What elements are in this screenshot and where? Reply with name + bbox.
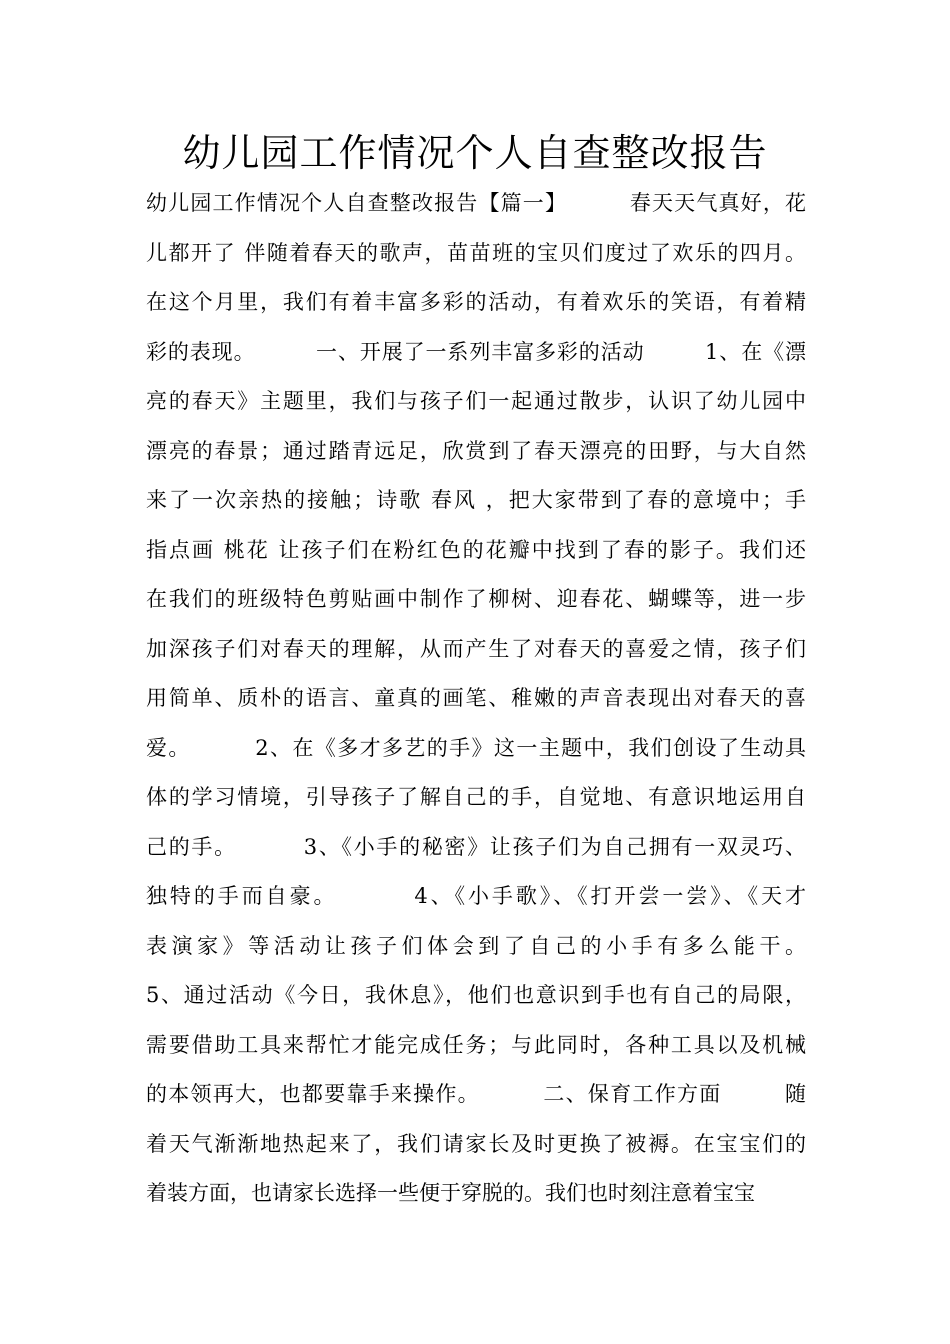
- body-line: 彩的表现。 一、开展了一系列丰富多彩的活动 1、在《漂: [146, 339, 806, 364]
- document-title: 幼儿园工作情况个人自查整改报告: [182, 131, 768, 175]
- body-line: 幼儿园工作情况个人自查整改报告【篇一】 春天天气真好，花: [146, 191, 806, 215]
- body-line: 着天气渐渐地热起来了，我们请家长及时更换了被褥。在宝宝们的: [146, 1131, 806, 1156]
- body-line: 表演家》等活动让孩子们体会到了自己的小手有多么能干。: [146, 933, 806, 958]
- body-line: 漂亮的春景；通过踏青远足，欣赏到了春天漂亮的田野，与大自然: [146, 438, 806, 463]
- body-line: 独特的手而自豪。 4、《小手歌》、《打开尝一尝》、《天才: [146, 884, 806, 908]
- document-body: [146, 180, 806, 1220]
- body-line: 着装方面，也请家长选择一些便于穿脱的。我们也时刻注意着宝宝: [146, 1181, 755, 1205]
- body-line: 在这个月里，我们有着丰富多彩的活动，有着欢乐的笑语，有着精: [146, 290, 806, 314]
- body-line: 儿都开了 伴随着春天的歌声，苗苗班的宝贝们度过了欢乐的四月。: [146, 240, 806, 265]
- body-line: 爱。 2、在《多才多艺的手》这一主题中，我们创设了生动具: [146, 735, 806, 760]
- body-line: 亮的春天》主题里，我们与孩子们一起通过散步，认识了幼儿园中: [146, 389, 806, 413]
- body-line: 加深孩子们对春天的理解，从而产生了对春天的喜爱之情，孩子们: [146, 636, 806, 661]
- body-line: 5、通过活动《今日，我休息》，他们也意识到手也有自己的局限，: [146, 983, 806, 1007]
- body-line: 的本领再大，也都要靠手来操作。 二、保育工作方面 随: [146, 1082, 806, 1106]
- body-line: 体的学习情境，引导孩子了解自己的手，自觉地、有意识地运用自: [146, 785, 806, 809]
- body-line: 来了一次亲热的接触；诗歌 春风 ，把大家带到了春的意境中；手: [146, 488, 806, 512]
- body-line: 在我们的班级特色剪贴画中制作了柳树、迎春花、蝴蝶等，进一步: [146, 587, 806, 611]
- body-line: 指点画 桃花 让孩子们在粉红色的花瓣中找到了春的影子。我们还: [146, 537, 806, 562]
- body-line: 需要借助工具来帮忙才能完成任务；与此同时，各种工具以及机械: [146, 1032, 806, 1057]
- body-line: 己的手。 3、《小手的秘密》让孩子们为自己拥有一双灵巧、: [146, 834, 806, 859]
- body-line: 用简单、质朴的语言、童真的画笔、稚嫩的声音表现出对春天的喜: [146, 686, 806, 710]
